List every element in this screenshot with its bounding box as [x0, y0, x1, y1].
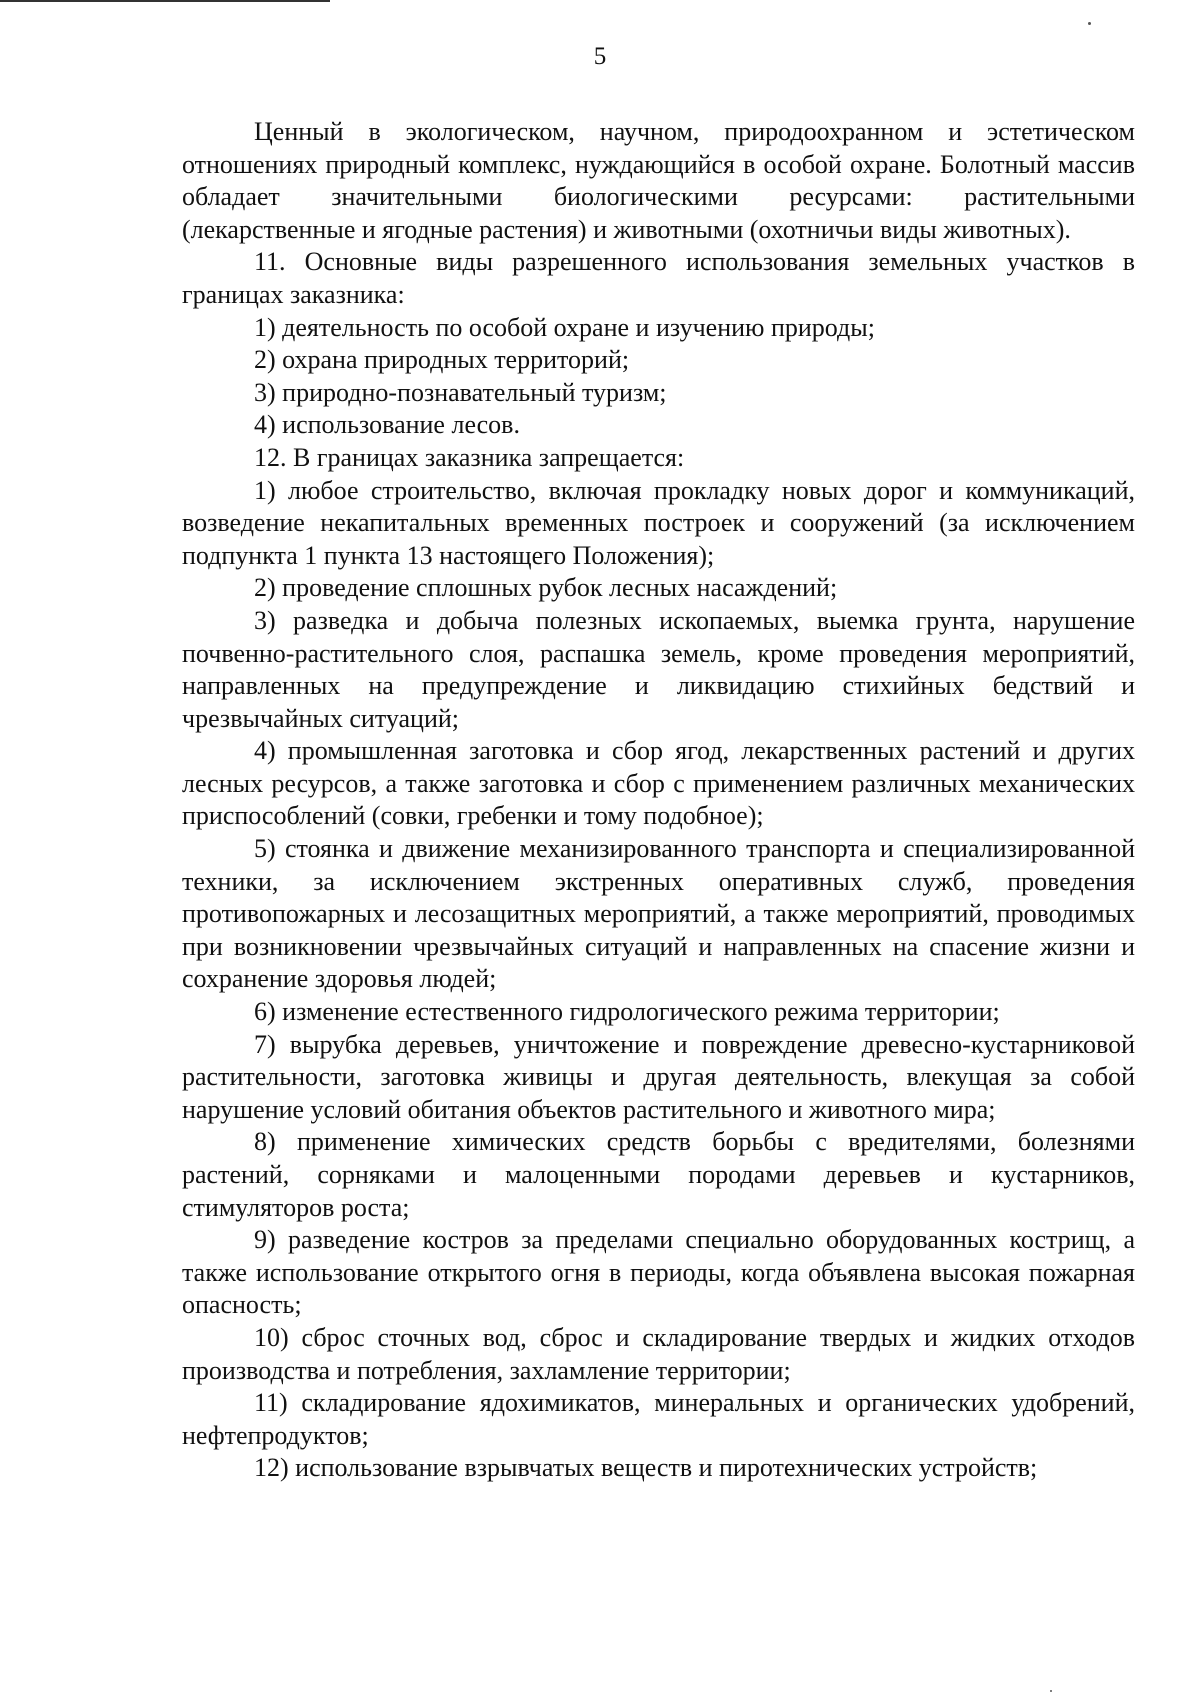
- list-item-12-8: 8) применение химических средств борьбы с вредителями, болезнями растений, сорняками и малоценными породами деревьев и кустарников, стимуляторов роста;: [182, 1127, 1135, 1222]
- list-item-12-11: 11) складирование ядохимикатов, минеральных и органических удобрений, нефтепродуктов;: [182, 1388, 1135, 1450]
- list-item-12-2: 2) проведение сплошных рубок лесных насаждений;: [254, 573, 838, 603]
- page-number: 5: [593, 43, 607, 70]
- list-item-12-3: 3) разведка и добыча полезных ископаемых, выемка грунта, нарушение почвенно-растительного слоя, распашка земель, кроме проведения мероприятий, направленных на предупреждение и ликвидацию стихийных бедствий и чрезвычайных ситуаций;: [182, 605, 1135, 733]
- list-item-12-10: 10) сброс сточных вод, сброс и складирование твердых и жидких отходов производства и потребления, захламление территории;: [182, 1322, 1135, 1385]
- list-item-11-4: 4) использование лесов.: [254, 410, 520, 440]
- list-item-11-2: 2) охрана природных территорий;: [254, 345, 630, 375]
- scan-top-rule: [0, 0, 330, 2]
- list-item-12-5: 5) стоянка и движение механизированного транспорта и специализированной техники, за исключением экстренных оперативных служб, проведения противопожарных и лесозащитных мероприятий, а также мероприятий, проводимых при возникновении чрезвычайных ситуаций и направленных на спасение жизни и сохранение здоровья людей;: [182, 834, 1135, 994]
- list-item-11-1: 1) деятельность по особой охране и изучению природы;: [254, 312, 875, 342]
- paragraph-section-12: 12. В границах заказника запрещается:: [254, 442, 685, 472]
- list-item-12-9: 9) разведение костров за пределами специально оборудованных кострищ, а также использование открытого огня в периоды, когда объявлена высокая пожарная опасность;: [182, 1225, 1135, 1320]
- document-body: [182, 116, 1135, 1485]
- scan-speck: [1088, 22, 1091, 25]
- list-item-12-4: 4) промышленная заготовка и сбор ягод, лекарственных растений и других лесных ресурсов, а также заготовка и сбор с применением различных механических приспособлений (совки, гребенки и тому подобное);: [182, 736, 1135, 831]
- list-item-11-3: 3) природно-познавательный туризм;: [254, 377, 667, 407]
- list-item-12-12: 12) использование взрывчатых веществ и пиротехнических устройств;: [254, 1453, 1038, 1483]
- list-item-12-6: 6) изменение естественного гидрологического режима территории;: [254, 997, 1000, 1027]
- list-item-12-1: 1) любое строительство, включая прокладку новых дорог и коммуникаций, возведение некапитальных временных построек и сооружений (за исключением подпункта 1 пункта 13 настоящего Положения);: [182, 475, 1135, 570]
- paragraph-intro-continuation: Ценный в экологическом, научном, природоохранном и эстетическом отношениях природный комплекс, нуждающийся в особой охране. Болотный массив обладает значительными биологическими ресурсами: растительными (лекарственные и ягодные растения) и животными (охотничьи виды животных).: [182, 117, 1135, 244]
- paragraph-section-11: 11. Основные виды разрешенного использования земельных участков в границах заказника:: [182, 247, 1135, 309]
- scan-speck: [1050, 1690, 1052, 1692]
- list-item-12-7: 7) вырубка деревьев, уничтожение и повреждение древесно-кустарниковой растительности, заготовка живицы и другая деятельность, влекущая за собой нарушение условий обитания объектов растительного и животного мира;: [182, 1029, 1135, 1124]
